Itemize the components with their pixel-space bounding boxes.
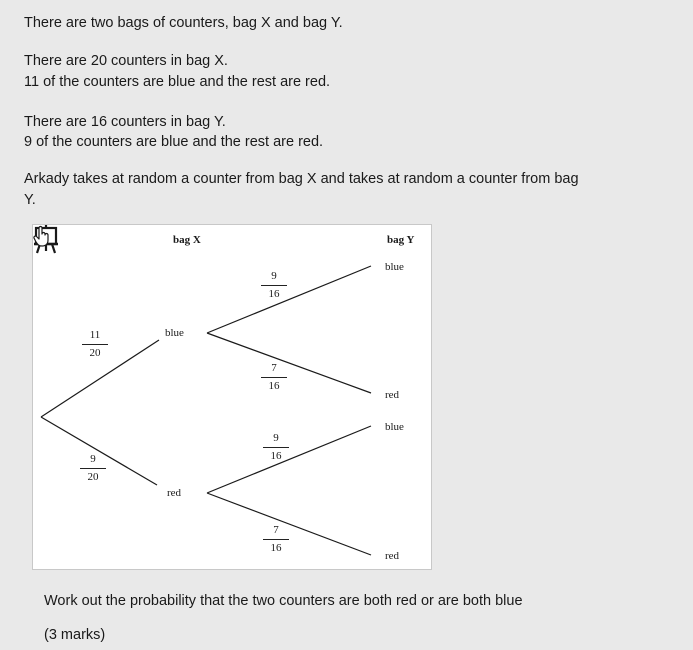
intro-line-3: 11 of the counters are blue and the rest are red. xyxy=(24,74,331,90)
fraction-red-blue xyxy=(263,432,289,463)
branch-red-blue xyxy=(207,426,371,493)
fraction-bar xyxy=(261,285,287,286)
label-red-red: red xyxy=(385,550,400,562)
fraction-bar xyxy=(261,377,287,378)
branch-blue-blue xyxy=(207,266,371,333)
label-red-blue: blue xyxy=(385,421,404,433)
bag-y-header: bag Y xyxy=(387,234,415,246)
label-blue-red: red xyxy=(385,389,400,401)
fraction-red-red xyxy=(263,524,289,555)
label-first-red: red xyxy=(167,487,182,499)
intro-line-2: There are 20 counters in bag X. xyxy=(24,53,228,69)
label-blue-blue: blue xyxy=(385,261,404,273)
tree-branches xyxy=(33,225,431,569)
fraction-denominator: 16 xyxy=(270,542,282,554)
fraction-denominator: 16 xyxy=(270,450,282,462)
intro-line-5: 9 of the counters are blue and the rest are red. xyxy=(24,134,324,150)
fraction-numerator: 9 xyxy=(271,270,277,282)
fraction-first-red xyxy=(80,453,106,484)
hand-pointer-icon xyxy=(33,225,51,247)
branch-red-red xyxy=(207,493,371,555)
fraction-numerator: 7 xyxy=(271,362,277,374)
intro-line-1: There are two bags of counters, bag X and bag Y. xyxy=(24,15,343,31)
branch-blue-red xyxy=(207,333,371,393)
fraction-numerator: 9 xyxy=(90,453,96,465)
fraction-bar xyxy=(82,344,108,345)
fraction-bar xyxy=(263,447,289,448)
label-first-blue: blue xyxy=(165,327,184,339)
fraction-numerator: 11 xyxy=(89,329,101,341)
bag-x-header: bag X xyxy=(173,234,201,246)
fraction-blue-red xyxy=(261,362,287,393)
question-marks: (3 marks) xyxy=(44,627,106,643)
intro-line-4: There are 16 counters in bag Y. xyxy=(24,114,226,130)
fraction-blue-blue xyxy=(261,270,287,301)
fraction-denominator: 20 xyxy=(87,471,99,483)
probability-tree-diagram xyxy=(32,224,432,570)
question-text: Work out the probability that the two counters are both red or are both blue xyxy=(44,593,523,609)
fraction-first-blue xyxy=(82,329,108,360)
intro-line-7: Y. xyxy=(24,192,36,208)
fraction-denominator: 16 xyxy=(268,288,280,300)
fraction-bar xyxy=(80,468,106,469)
fraction-denominator: 20 xyxy=(89,347,101,359)
fraction-numerator: 9 xyxy=(273,432,279,444)
intro-line-6: Arkady takes at random a counter from bag X and takes at random a counter from bag xyxy=(24,171,579,187)
fraction-numerator: 7 xyxy=(273,524,279,536)
fraction-bar xyxy=(263,539,289,540)
fraction-denominator: 16 xyxy=(268,380,280,392)
